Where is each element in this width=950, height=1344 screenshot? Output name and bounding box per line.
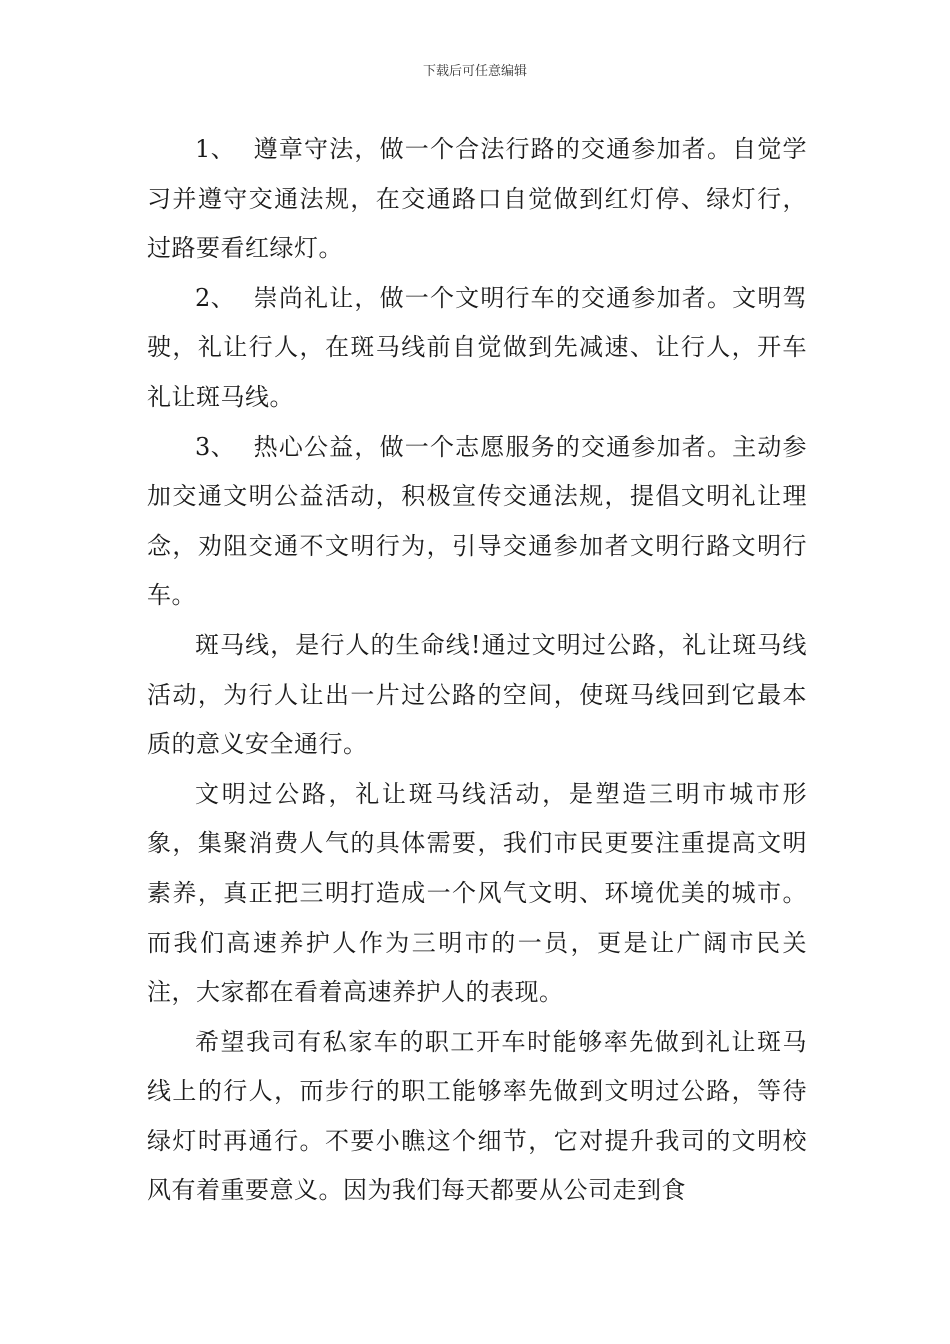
page-header-note: 下载后可任意编辑 — [422, 64, 527, 79]
item-number: 3、 — [195, 432, 236, 461]
numbered-paragraph-1 — [147, 125, 807, 274]
paragraph-company-hope: 希望我司有私家车的职工开车时能够率先做到礼让斑马线上的行人，而步行的职工能够率先做到文明过公路，等待绿灯时再通行。不要小瞧这个细节，它对提升我司的文明校风有着重要意义。因为我们每天都要从公司走到食 — [147, 1027, 807, 1205]
numbered-paragraph-2 — [147, 274, 807, 423]
paragraph-city-image: 文明过公路，礼让斑马线活动，是塑造三明市城市形象，集聚消费人气的具体需要，我们市民更要注重提高文明素养，真正把三明打造成一个风气文明、环境优美的城市。而我们高速养护人作为三明市的一员，更是让广阔市民关注，大家都在看着高速养护人的表现。 — [147, 779, 807, 1007]
paragraph-zebra-crossing: 斑马线，是行人的生命线!通过文明过公路，礼让斑马线活动，为行人让出一片过公路的空间，使斑马线回到它最本质的意义安全通行。 — [147, 630, 807, 759]
item-text: 崇尚礼让，做一个文明行车的交通参加者。文明驾驶，礼让行人，在斑马线前自觉做到先减速、让行人，开车礼让斑马线。 — [147, 283, 807, 411]
numbered-paragraph-3 — [147, 423, 807, 621]
item-text: 热心公益，做一个志愿服务的交通参加者。主动参加交通文明公益活动，积极宣传交通法规，提倡文明礼让理念，劝阻交通不文明行为，引导交通参加者文明行路文明行车。 — [147, 432, 807, 610]
item-number: 2、 — [195, 283, 236, 312]
item-text: 遵章守法，做一个合法行路的交通参加者。自觉学习并遵守交通法规，在交通路口自觉做到红灯停、绿灯行，过路要看红绿灯。 — [147, 135, 807, 263]
document-body — [147, 125, 807, 1216]
item-number: 1、 — [195, 135, 236, 163]
